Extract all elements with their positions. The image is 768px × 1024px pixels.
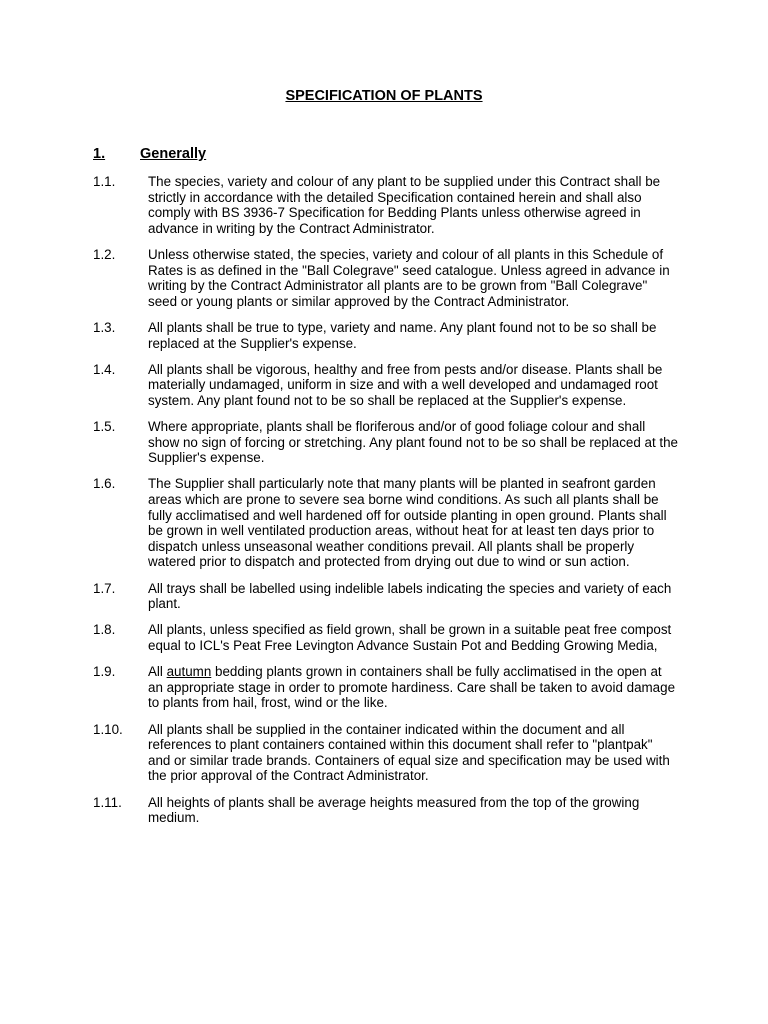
clause-number: 1.7.: [93, 580, 116, 596]
clause-number: 1.11.: [93, 794, 122, 810]
clause-text: All plants shall be supplied in the container indicated within the document and all references to plant containers contained within this document shall refer to "plantpak" and or similar trade brands. Containers of equal size and specification may be used with the prior approval of the Contract Administrator.: [148, 721, 670, 784]
clause-number: 1.8.: [93, 622, 116, 638]
page-title: SPECIFICATION OF PLANTS: [285, 88, 483, 104]
clause-1-8: [93, 622, 683, 653]
clause-1-10: [93, 722, 683, 784]
clause-text-rest: bedding plants grown in containers shall be fully acclimatised in the open at an appropriate stage in order to promote hardiness. Care shall be taken to avoid damage to plants from hail, frost, wind or the like.: [148, 664, 676, 711]
clause-text: The Supplier shall particularly note that many plants will be planted in seafront garden areas which are prone to severe sea borne wind conditions. As such all plants shall be fully acclimatised and well hardened off for outside planting in open ground. Plants shall be grown in well ventilated production areas, without heat for at least ten days prior to dispatch unless unseasonal weather conditions prevail. All plants shall be properly watered prior to dispatch and protected from drying out due to wind or sun action.: [148, 476, 667, 570]
clause-number: 1.2.: [93, 246, 116, 262]
clause-number: 1.6.: [93, 476, 116, 492]
clause-1-11: [93, 795, 683, 826]
section-heading: [93, 145, 206, 163]
clause-number: 1.5.: [93, 419, 116, 435]
clause-text: All plants, unless specified as field grown, shall be grown in a suitable peat free compost equal to ICL's Peat Free Levington Advance Sustain Pot and Bedding Growing Media,: [148, 622, 672, 653]
clause-number: 1.10.: [93, 721, 123, 737]
clause-number: 1.4.: [93, 361, 116, 377]
clause-1-2: [93, 247, 683, 309]
clause-1-9: [93, 664, 683, 711]
clause-1-5: [93, 419, 683, 466]
clause-text: All heights of plants shall be average heights measured from the top of the growing medium.: [148, 794, 640, 826]
section-number: 1.: [93, 146, 106, 162]
clause-text: [148, 664, 678, 711]
clause-text-start: All: [148, 664, 167, 680]
clause-number: 1.3.: [93, 319, 116, 335]
clause-1-3: [93, 320, 683, 351]
section-title: Generally: [140, 146, 207, 162]
clause-text: All plants shall be vigorous, healthy and free from pests and/or disease. Plants shall be materially undamaged, uniform in size and with a well developed and undamaged root system. Any plant found not to be so shall be replaced at the Supplier's expense.: [148, 361, 663, 408]
clause-text: The species, variety and colour of any plant to be supplied under this Contract shall be strictly in accordance with the detailed Specification contained herein and shall also comply with BS 3936-7 Specification for Bedding Plants unless otherwise agreed in advance in writing by the Contract Administrator.: [148, 174, 661, 236]
clause-text: Unless otherwise stated, the species, variety and colour of all plants in this Schedule of Rates is as defined in the "Ball Colegrave" seed catalogue. Unless agreed in advance in writing by the Contract Administrator all plants are to be grown from "Ball Colegrave" seed or young plants or similar approved by the Contract Administrator.: [148, 246, 670, 309]
clause-text: All trays shall be labelled using indelible labels indicating the species and variety of each plant.: [148, 580, 672, 612]
clause-1-7: [93, 581, 683, 612]
clause-number: 1.9.: [93, 664, 116, 680]
clause-1-1: [93, 174, 683, 236]
underlined-word: autumn: [166, 664, 212, 680]
clause-text: All plants shall be true to type, variety and name. Any plant found not to be so shall be replaced at the Supplier's expense.: [148, 319, 657, 351]
clause-1-6: [93, 476, 683, 570]
clause-1-4: [93, 362, 683, 409]
clause-text: Where appropriate, plants shall be floriferous and/or of good foliage colour and shall show no sign of forcing or stretching. Any plant found not to be so shall be replaced at the Supplier's expense.: [148, 419, 679, 466]
clause-list: [93, 174, 683, 836]
clause-number: 1.1.: [93, 174, 116, 189]
